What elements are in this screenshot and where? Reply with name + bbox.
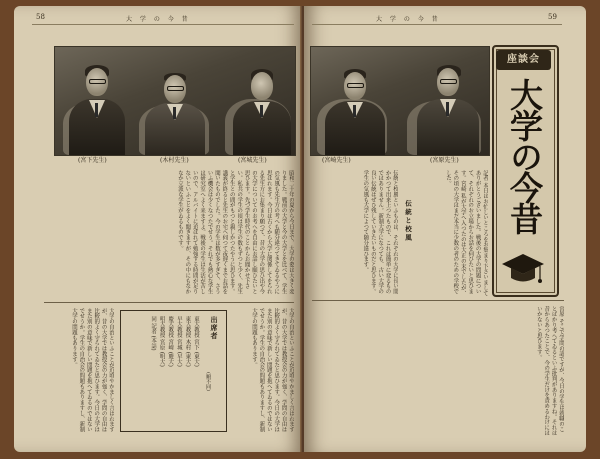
attendee-item: 東大教授 木村 (東大) xyxy=(184,316,191,367)
caption-left-1: (宮下先生) xyxy=(78,157,107,164)
photo-person-1 xyxy=(67,55,127,155)
left-upper-text: 昭和二十年の夏から今日まで、大学の姿は大きく変りました。戦前の大学と今の大学とを比べて、学生の気風も先生方の考へも随分違つてきてゐるやうに思はれます。今日は古くから大学に関係してをられる先生方にお集まり願つて、昔の大学の思ひ出や今の大学についてのお考へを自由にお話し願ひたいと思ひます。先づ学生時代のことからお聞かせ下さい。私共の学生の頃は学生の数もずつと少く、先生と学生との間がもつと親しかつたやうに思ひます。講義が終ると先生のお宅へ伺つて夜遅くまでお話を聞いたものでした。今の学生は数が多すぎて、さういふ機会は少くなつたでせう。それでも熱心な学生は研究室へよく来ますよ。戦後の学生は生活が苦しいので、アルバイトに追はれて勉強する時間が足りないといふことをよく聞きますが、その中にもなかなか立派な学生がゐるものです。 xyxy=(176,170,294,295)
series-label: 座談会 xyxy=(496,50,551,70)
attendee-item: 東大教授 宮下 (東大) xyxy=(193,316,199,367)
left-header-rule xyxy=(32,24,294,25)
right-upper-text: 記者 本日はお忙しいところをお集まり下さいましてありがとうございました。戦後の大学の問題について、それぞれのお立場からお話を伺ひたいと思ひます。宮崎 私が大学へ入つたのは大正の末でしたが、その頃の大学はまだ本当に少数の者のための学校でした。 xyxy=(444,170,488,296)
attendees-list xyxy=(126,316,200,424)
mortarboard-icon xyxy=(500,250,546,290)
caption-left-2: (木村先生) xyxy=(160,157,189,164)
attendee-item: 同 記者 (本誌) xyxy=(150,316,157,351)
attendees-order-note: (順不同) xyxy=(205,372,211,391)
photo-person-3 xyxy=(231,57,293,155)
right-running-head: 大 学 の 今 昔 xyxy=(376,16,441,23)
left-lower-text-left: 大学の自治といふことが近頃やかましく言はれますが、昔の大学では教授会の力が強く、学問の自由は比較的よく守られてゐたと思ひます。今日の大学はまた別の意味で新しい問題を抱へてゐるのではないでせうか。学生の自治会の問題もありますし、新制大学の問題もあります。 xyxy=(70,308,114,433)
right-subheading: 伝統と校風 xyxy=(404,200,412,243)
left-lower-text-right: 大学の自治といふことが近頃やかましく言はれますが、昔の大学では教授会の力が強く、学問の自由は比較的よく守られてゐたと思ひます。今日の大学はまた別の意味で新しい問題を抱へてゐるのではないでせうか。学生の自治会の問題もありますし、新制大学の問題もあります。 xyxy=(250,308,294,433)
left-divider xyxy=(44,302,294,303)
right-page-number: 59 xyxy=(548,13,557,21)
attendees-heading: 出席者 xyxy=(210,316,219,340)
right-header-rule xyxy=(312,24,562,25)
attendee-item: 明大教授 宮原 (明大) xyxy=(158,316,165,367)
caption-right-1: (宮崎先生) xyxy=(322,157,351,164)
right-upper-text-2: 伝統と校風といふものは、それぞれの大学に長い間かかつて出来上つたもので、これは簡単に変るものではありません。新制大学になつても、古い大学の良い伝統はぜひ残していきたいものだと思ひます。学生の気風も大学によつて随分違ひます。 xyxy=(362,170,398,295)
caption-right-2: (宮原先生) xyxy=(430,157,459,164)
article-title: 大学の今昔 xyxy=(505,78,544,233)
right-photo xyxy=(310,46,490,156)
right-divider xyxy=(312,300,564,301)
photo-person-4 xyxy=(323,57,387,155)
photo-person-2 xyxy=(143,59,207,155)
attendee-item: 慶大教授 宮崎 (慶大) xyxy=(167,316,174,367)
left-page-number: 58 xyxy=(36,13,45,21)
right-lower-text: 宮原 そこで学問の話ですが、今日の学生は就職のことばかり考へてゐるといふ批判がありますね。それは昔からあつたことで、今の学生だけを責めるわけにはいかないと思ひます。 xyxy=(535,306,564,436)
caption-left-3: (宮城先生) xyxy=(238,157,267,164)
left-photo xyxy=(54,46,296,156)
left-running-head: 大 学 の 今 昔 xyxy=(126,16,191,23)
attendee-item: 早大教授 宮城 (早大) xyxy=(175,316,182,367)
photo-person-5 xyxy=(415,55,481,155)
